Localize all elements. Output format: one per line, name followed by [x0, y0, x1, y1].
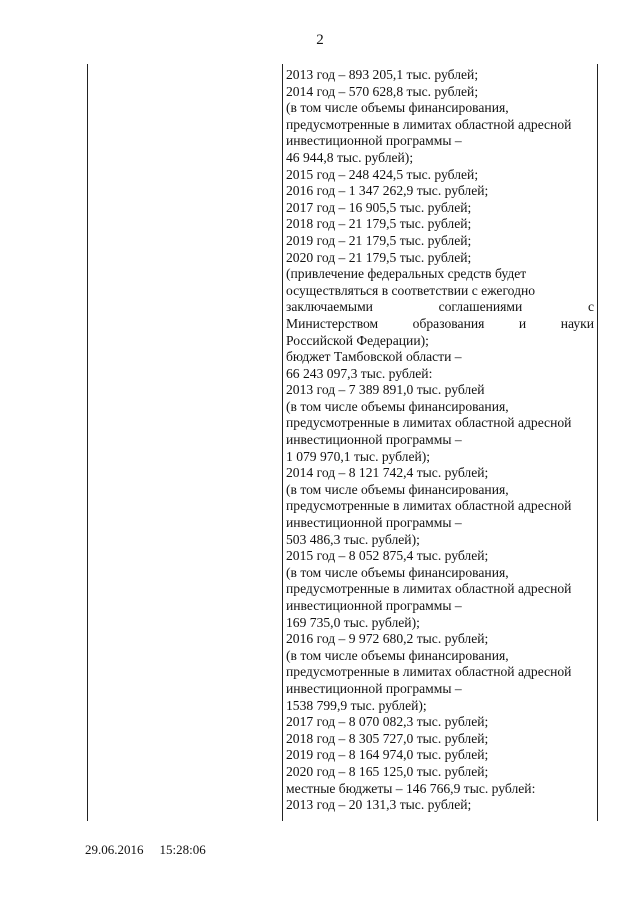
funding-line: (в том числе объемы финансирования,: [286, 100, 509, 116]
funding-line: 2019 год – 8 164 974,0 тыс. рублей;: [286, 747, 489, 763]
funding-line: Министерством образования и науки: [286, 315, 594, 331]
funding-line: инвестиционной программы –: [286, 680, 462, 696]
funding-line: 1538 799,9 тыс. рублей);: [286, 697, 427, 713]
funding-table: [87, 64, 598, 821]
footer-timestamp: [85, 842, 206, 858]
funding-line: местные бюджеты – 146 766,9 тыс. рублей:: [286, 780, 536, 796]
funding-line: инвестиционной программы –: [286, 432, 462, 448]
funding-line: 66 243 097,3 тыс. рублей:: [286, 365, 433, 381]
funding-line: заключаемыми соглашениями с: [286, 299, 594, 315]
funding-line: предусмотренные в лимитах областной адресной: [286, 498, 572, 514]
funding-line: Российской Федерации);: [286, 332, 429, 348]
funding-line: 46 944,8 тыс. рублей);: [286, 149, 414, 165]
funding-line: (в том числе объемы финансирования,: [286, 564, 509, 580]
funding-line: 2019 год – 21 179,5 тыс. рублей;: [286, 232, 472, 248]
funding-line: 2018 год – 21 179,5 тыс. рублей;: [286, 216, 472, 232]
funding-line: (привлечение федеральных средств будет: [286, 266, 527, 282]
funding-line: предусмотренные в лимитах областной адресной: [286, 415, 572, 431]
footer-time: 15:28:06: [159, 842, 206, 857]
funding-line: инвестиционной программы –: [286, 133, 462, 149]
funding-line: 2015 год – 248 424,5 тыс. рублей;: [286, 166, 479, 182]
funding-line: 2016 год – 9 972 680,2 тыс. рублей;: [286, 631, 489, 647]
funding-line: инвестиционной программы –: [286, 515, 462, 531]
funding-line: 1 079 970,1 тыс. рублей);: [286, 448, 431, 464]
footer-date: 29.06.2016: [85, 842, 144, 857]
funding-line: 503 486,3 тыс. рублей);: [286, 531, 420, 547]
funding-line: 2013 год – 7 389 891,0 тыс. рублей: [286, 382, 485, 398]
funding-line: (в том числе объемы финансирования,: [286, 398, 509, 414]
funding-line: 2017 год – 16 905,5 тыс. рублей;: [286, 199, 472, 215]
funding-details-cell: [286, 67, 594, 814]
funding-line: 2020 год – 8 165 125,0 тыс. рублей;: [286, 763, 489, 779]
funding-line: 2018 год – 8 305 727,0 тыс. рублей;: [286, 730, 489, 746]
funding-line: (в том числе объемы финансирования,: [286, 481, 509, 497]
funding-line: инвестиционной программы –: [286, 598, 462, 613]
funding-line: бюджет Тамбовской области –: [286, 349, 462, 365]
funding-line: 2013 год – 20 131,3 тыс. рублей;: [286, 797, 472, 813]
funding-line: 2013 год – 893 205,1 тыс. рублей;: [286, 67, 479, 82]
funding-line: осуществляться в соответствии с ежегодно: [286, 282, 536, 298]
funding-line: предусмотренные в лимитах областной адресной: [286, 581, 572, 597]
funding-line: 2020 год – 21 179,5 тыс. рублей;: [286, 249, 472, 265]
page-number: 2: [316, 32, 324, 48]
funding-line: (в том числе объемы финансирования,: [286, 647, 509, 663]
funding-line: 2017 год – 8 070 082,3 тыс. рублей;: [286, 714, 489, 730]
funding-line: 2014 год – 8 121 742,4 тыс. рублей;: [286, 465, 489, 481]
funding-line: предусмотренные в лимитах областной адресной: [286, 116, 572, 132]
funding-line: 2014 год – 570 628,8 тыс. рублей;: [286, 83, 479, 99]
funding-line: предусмотренные в лимитах областной адресной: [286, 664, 572, 680]
column-divider: [282, 64, 283, 821]
funding-line: 2015 год – 8 052 875,4 тыс. рублей;: [286, 548, 489, 564]
funding-line: 2016 год – 1 347 262,9 тыс. рублей;: [286, 183, 489, 199]
funding-line: 169 735,0 тыс. рублей);: [286, 614, 420, 630]
